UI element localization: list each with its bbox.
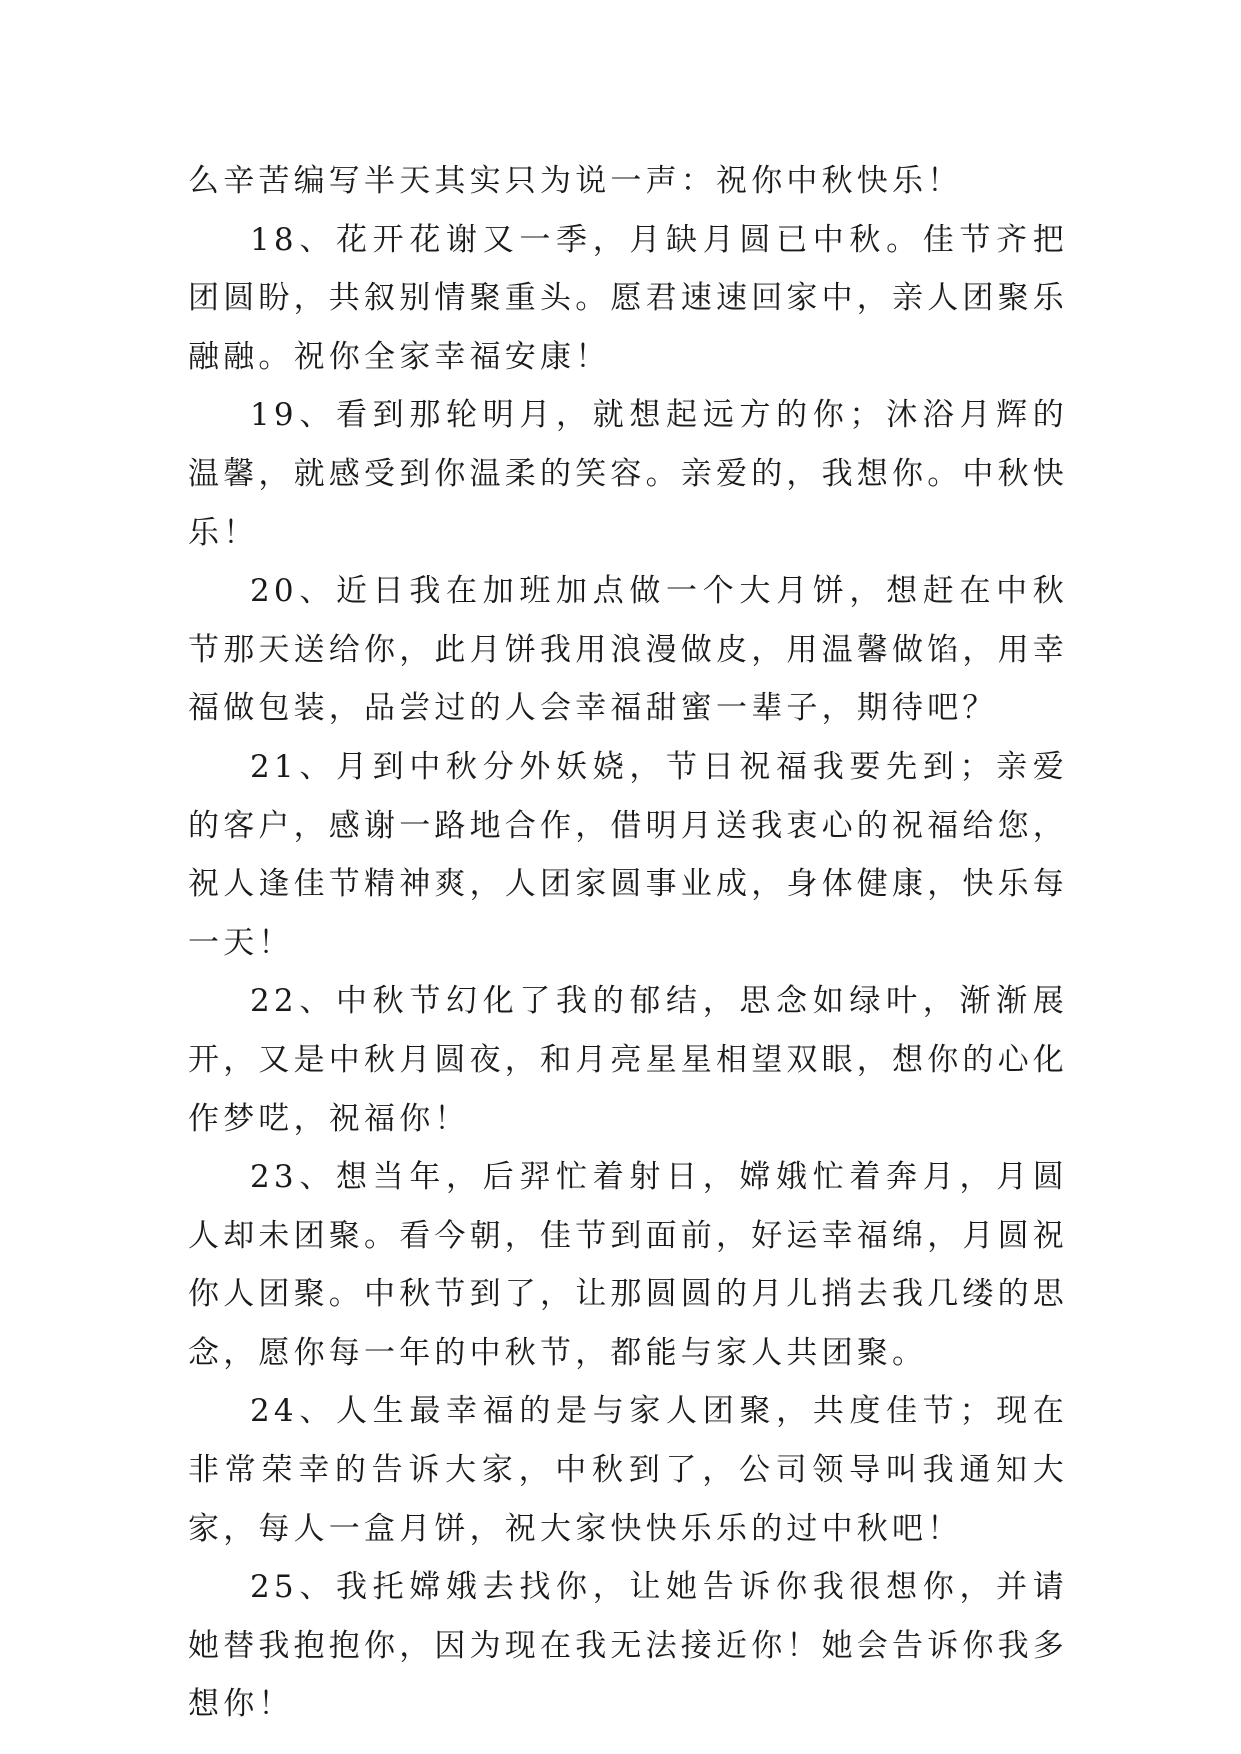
paragraph-18: 18、花开花谢又一季，月缺月圆已中秋。佳节齐把团圆盼，共叙别情聚重头。愿君速速回家中，亲人团聚乐融融。祝你全家幸福安康！ (188, 221, 1068, 375)
document-body (188, 152, 1068, 1734)
paragraph-24: 24、人生最幸福的是与家人团聚，共度佳节；现在非常荣幸的告诉大家，中秋到了，公司领导叫我通知大家，每人一盒月饼，祝大家快快乐乐的过中秋吧！ (188, 1393, 1068, 1547)
paragraph-20: 20、近日我在加班加点做一个大月饼，想赶在中秋节那天送给你，此月饼我用浪漫做皮，用温馨做馅，用幸福做包装，品尝过的人会幸福甜蜜一辈子，期待吧？ (188, 573, 1068, 727)
paragraph-25: 25、我托嫦娥去找你，让她告诉你我很想你，并请她替我抱抱你，因为现在我无法接近你！她会告诉你我多想你！ (188, 1569, 1068, 1723)
paragraph-22: 22、中秋节幻化了我的郁结，思念如绿叶，渐渐展开，又是中秋月圆夜，和月亮星星相望双眼，想你的心化作梦呓，祝福你！ (188, 983, 1068, 1137)
paragraph-23: 23、想当年，后羿忙着射日，嫦娥忙着奔月，月圆人却未团聚。看今朝，佳节到面前，好运幸福绵，月圆祝你人团聚。中秋节到了，让那圆圆的月儿捎去我几缕的思念，愿你每一年的中秋节，都能与家人共团聚。 (188, 1159, 1068, 1371)
paragraph-19: 19、看到那轮明月，就想起远方的你；沐浴月辉的温馨，就感受到你温柔的笑容。亲爱的，我想你。中秋快乐！ (188, 397, 1068, 551)
paragraph-21: 21、月到中秋分外妖娆，节日祝福我要先到；亲爱的客户，感谢一路地合作，借明月送我衷心的祝福给您，祝人逢佳节精神爽，人团家圆事业成，身体健康，快乐每一天！ (188, 748, 1068, 961)
paragraph-continuation: 么辛苦编写半天其实只为说一声：祝你中秋快乐！ (188, 163, 963, 199)
